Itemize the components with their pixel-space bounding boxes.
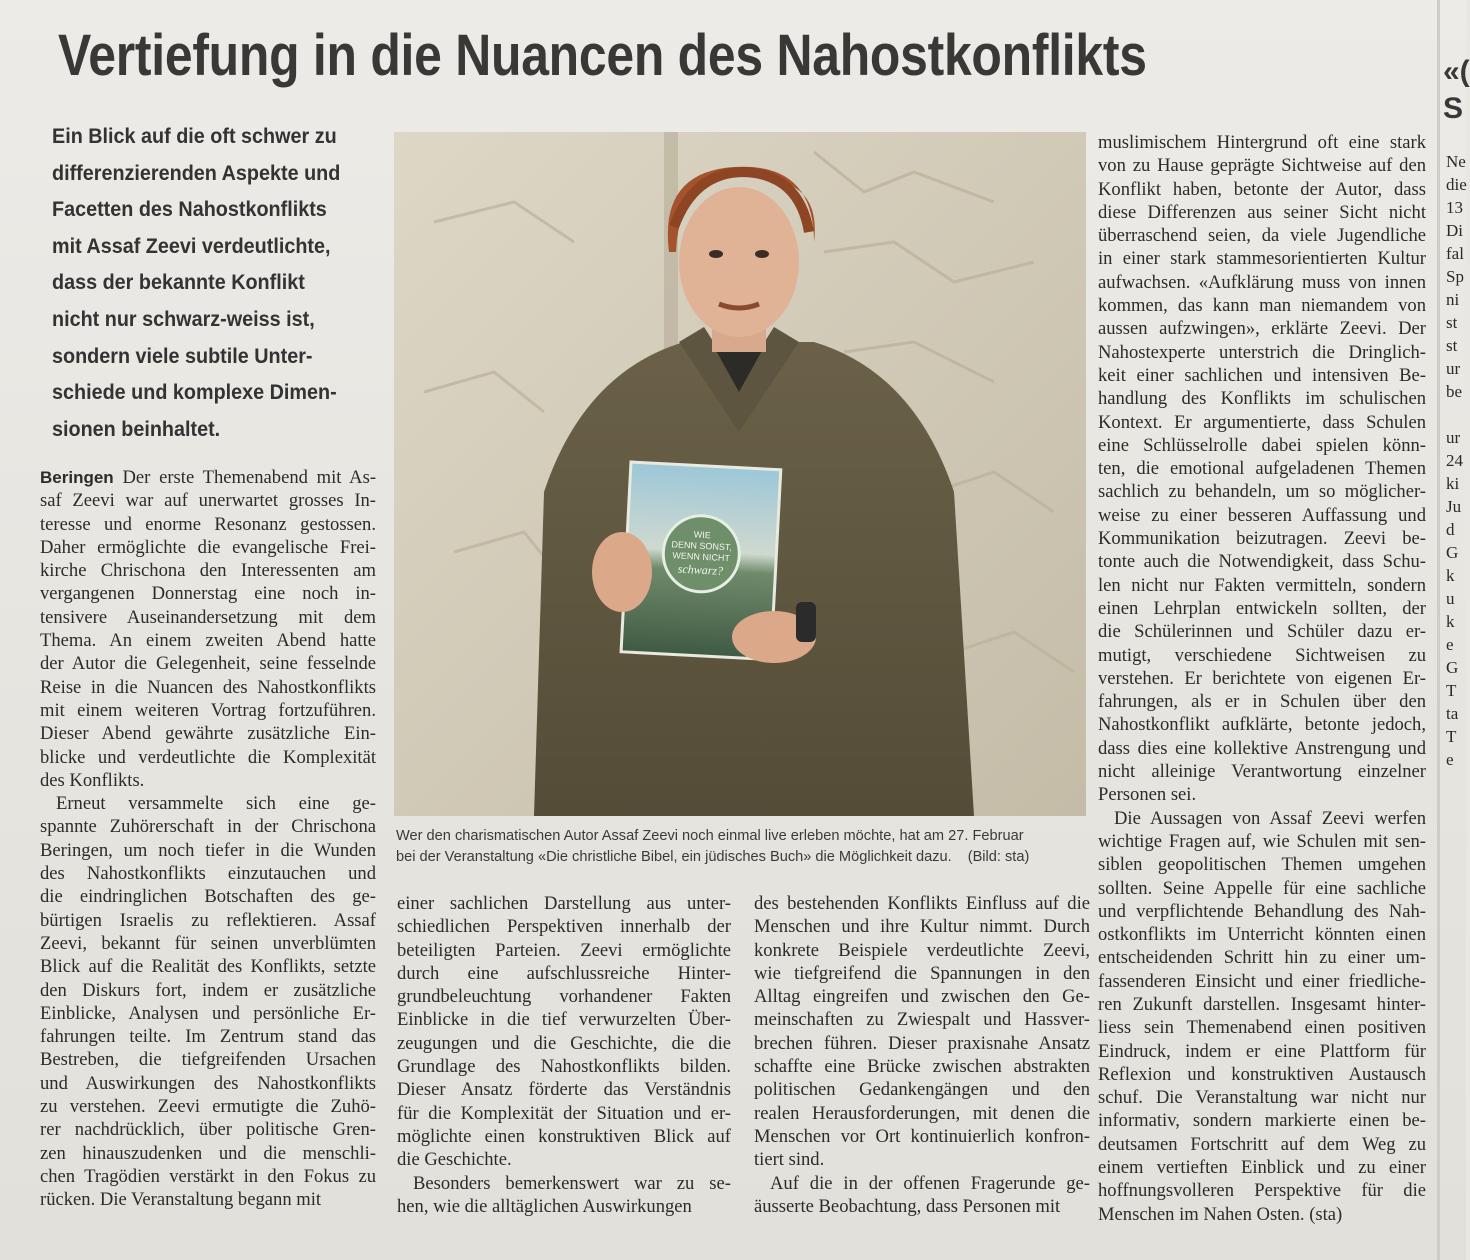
text-line: tensivere Auseinandersetzung mit dem [40,606,376,628]
text-line: schiedlichen Perspektiven innerhalb der [397,916,731,938]
text-line: beteiligten Parteien. Zeevi ermöglichte [397,939,731,961]
text-line: vergangenen Donnerstag eine noch in- [40,583,376,605]
edge-line: k [1446,566,1455,585]
text-line: Einblicke in die tief verwurzelten Über- [397,1009,731,1031]
edge-line: e [1446,750,1454,769]
text-line: rer nachdrücklich, über politische Gren- [40,1119,376,1141]
text-line: nicht alleinige Verantwortung einzelner [1098,761,1426,783]
edge-line: Ne [1446,152,1466,171]
lead-line: sondern viele subtile Unter- [52,343,313,368]
text-line: rücken. Die Veranstaltung begann mit [40,1189,322,1211]
text-line: ren Zukunft darstellen. Insgesamt hinter- [1098,993,1426,1015]
text-line: eine Schlüsselrolle dabei spielen könn- [1098,434,1426,456]
text-line: Grundlage des Nahostkonflikts bilden. [397,1056,731,1078]
text-line: schuf. Die Veranstaltung war nicht nur [1098,1087,1426,1109]
text-line: mit einem weiteren Vortrag fortzuführen. [40,699,376,721]
edge-line [1446,794,1466,817]
edge-line: T [1446,727,1457,746]
dateline: Beringen [40,468,123,487]
text-line: die Geschichte. [397,1149,512,1171]
lead-line: schiede und komplexe Dimen- [52,380,337,405]
lead-line: mit Assaf Zeevi verdeutlichte, [52,233,331,258]
text-line: Menschen vor Ort kontinuierlich konfron- [754,1125,1090,1147]
text-line: durch eine aufschlussreiche Hinter- [397,962,731,984]
edge-line: d [1446,520,1455,539]
text-line: Daher ermöglichte die evangelische Frei- [40,536,376,558]
text-line: Zeevi, bekannt für seinen unverblümten [40,932,376,954]
text-line: und verpflichtende Behandlung des Nah- [1098,900,1426,922]
text-line: bürtigen Israelis zu reflektieren. Assaf [40,909,376,931]
text-line: dass dies eine kollektive Anstrengung und [1098,737,1426,759]
adjacent-article-text [1446,150,1466,909]
edge-line: fal [1446,244,1464,263]
text-line: einer sachlichen Darstellung aus unter- [397,893,731,914]
text-line: muslimischem Hintergrund oft eine stark [1098,132,1426,153]
edge-line: G [1446,543,1459,562]
text-line: des Konflikts. [40,769,145,791]
text-line: blicke und verdeutlichte die Komplexität [40,746,376,768]
edge-line [1446,771,1466,794]
text-line: Alltag eingreifen und zwischen den Ge- [754,986,1090,1008]
text-line: diese Differenzen aus seiner Sicht nicht [1098,201,1426,223]
text-line: konkrete Beispiele verdeutlichte Zeevi, [754,939,1090,961]
text-line: überraschend seien, da viele Jugendliche [1098,225,1426,247]
text-line: zeugungen und die Geschichte, die die [397,1032,731,1054]
text-line: Personen sei. [1098,784,1197,806]
text-line: einem vertieften Einblick und zu einer [1098,1157,1426,1179]
text-line: Konflikt haben, betonte der Autor, dass [1098,178,1426,200]
text-line: hen, wie die alltäglichen Auswirkungen [397,1195,692,1217]
article-column-1 [40,466,376,1212]
edge-line: ni [1446,290,1460,309]
edge-line [1446,403,1466,426]
text-line: und Auswirkungen des Nahostkonflikts [40,1072,376,1094]
lead-line: dass der bekannte Konflikt [52,270,305,295]
text-line: sollten. Seine Appelle für eine sachliche [1098,877,1426,899]
text-line: Einblicke, Analysen und persönliche Er- [40,1002,376,1024]
text-line: spannte Zuhörerschaft in der Chrischona [40,816,376,838]
author-photo [394,132,1086,816]
text-line: fahrungen, als er in Schulen über den [1098,691,1426,713]
page-fold [1437,0,1440,1260]
lead-paragraph [52,118,365,447]
book-title-line: schwarz? [677,561,724,578]
text-line: aussen aufzwingen», erklärte Zeevi. Der [1098,318,1426,340]
text-line: Kommunikation beizutragen. Zeevi be- [1098,528,1426,550]
text-line: die Schülerinnen und Schüler dazu er- [1098,621,1426,643]
book-title-line: WIE [693,529,712,541]
text-line: kirche Chrischona den Interessenten am [40,560,376,582]
text-line: informativ, sondern markierte einen be- [1098,1110,1426,1132]
text-line: Nahostexperte unterstrich die Dringlich- [1098,341,1426,363]
book-title-line: DENN SONST, [671,539,733,553]
edge-line: u [1446,589,1455,608]
text-line: politischen Gedankengängen und den [754,1079,1090,1101]
edge-line: ta [1446,704,1459,723]
photo-caption [396,826,1086,868]
text-line: zen hinauszudenken und die menschli- [40,1142,376,1164]
text-line: Menschen und ihre Kultur nimmt. Durch [754,916,1090,938]
text-line: fassenderen Einsicht und einer friedliche- [1098,970,1426,992]
text-line: den Diskurs fort, indem er zusätzliche [40,979,376,1001]
edge-line [1446,886,1466,909]
text-line: von zu Hause geprägte Sichtweise auf den [1098,155,1426,177]
text-line: keit einer sachlichen und intensiven Be- [1098,364,1426,386]
text-line: ten, die emotional aufgeladenen Themen [1098,458,1426,480]
adjacent-headline-1: «( [1443,55,1470,88]
text-line: Eindruck, indem er eine Plattform für [1098,1040,1426,1062]
lead-line: Facetten des Nahostkonflikts [52,197,327,222]
text-line [40,466,376,489]
text-line: siblen geopolitischen Themen umgehen [1098,854,1426,876]
text-line: saf Zeevi war auf unerwartet grosses In- [40,490,376,512]
edge-line: 13 [1446,198,1463,217]
edge-line: k [1446,612,1455,631]
text-line: Reflexion und konstruktiven Austausch [1098,1063,1426,1085]
edge-line: e [1446,635,1454,654]
text-line: hoffnungsvolleren Perspektive für die [1098,1180,1426,1202]
edge-line [1446,817,1466,840]
text-line: Besonders bemerkenswert war zu se- [413,1172,731,1194]
lead-line: sionen beinhaltet. [52,416,221,441]
text-line: Dieser Abend gewährte zusätzliche Ein- [40,723,376,745]
text-line: teresse und enorme Resonanz gestossen. [40,513,376,535]
text-line: Dieser Ansatz förderte das Verständnis [397,1079,731,1101]
text-line: Erneut versammelte sich eine ge- [56,793,376,815]
article-column-4 [1098,131,1426,1226]
edge-line: st [1446,313,1458,332]
text-line: tiert sind. [754,1149,825,1171]
edge-line: 24 [1446,451,1463,470]
edge-line: ki [1446,474,1460,493]
text-line-rest: Der erste Themenabend mit As- [122,467,377,488]
article-column-2 [397,892,731,1218]
text-line: Reise in die Nuancen des Nahostkonflikts [40,676,376,698]
text-line: liess sein Themenabend einen positiven [1098,1017,1426,1039]
edge-line: G [1446,658,1459,677]
text-line: Blick auf die Realität des Konflikts, setzte [40,956,376,978]
book-title-line: WENN NICHT [672,550,731,564]
text-line: kommen, das kann man niemandem von [1098,295,1426,317]
text-line: Beringen, um noch tiefer in die Wunden [40,839,376,861]
text-line: realen Herausforderungen, mit denen die [754,1102,1090,1124]
text-line: weise zu einer besseren Auffassung und [1098,504,1426,526]
text-line: wichtige Fragen auf, wie Schulen mit sen- [1098,830,1426,852]
text-line: Menschen im Nahen Osten. (sta) [1098,1203,1343,1225]
edge-line: ur [1446,359,1461,378]
text-line: Die Aussagen von Assaf Zeevi werfen [1114,807,1426,829]
text-line: mutigt, verschiedene Sichtweisen zu [1098,644,1426,666]
text-line: Thema. An einem zweiten Abend hatte [40,630,376,652]
text-line: brechen führen. Dieser praxisnahe Ansatz [754,1032,1090,1054]
text-line: handlung des Konflikts im schulischen [1098,388,1426,410]
text-line: deutsamen Fortschritt auf dem Weg zu [1098,1133,1426,1155]
text-line: schaffte eine Brücke zwischen abstrakten [754,1056,1090,1078]
edge-line: be [1446,382,1463,401]
text-line: verstehen. Er berichtete von eigenen Er- [1098,667,1426,689]
text-line: Auf die in der offenen Fragerunde ge- [770,1172,1090,1194]
text-line: Nahostkonflikt aufklärte, betonte jedoch, [1098,714,1426,736]
photo-credit: (Bild: sta) [967,849,1030,865]
edge-line: Di [1446,221,1463,240]
edge-line: Sp [1446,267,1464,286]
text-line: einen Lehrplan entwickeln sollten, der [1098,597,1426,619]
caption-line-2: bei der Veranstaltung «Die christliche Bibel, ein jüdisches Buch» die Möglichkeit dazu. [396,849,952,865]
text-line: der Autor die Gelegenheit, seine fesselnde [40,653,376,675]
edge-line [1446,840,1466,863]
article-column-3 [754,892,1090,1218]
lead-line: nicht nur schwarz-weiss ist, [52,306,315,331]
edge-line: Ju [1446,497,1462,516]
caption-line-1: Wer den charismatischen Autor Assaf Zeevi noch einmal live erleben möchte, hat am 27. Februar [396,828,1024,844]
edge-line: die [1446,175,1467,194]
text-line: wie tiefgreifend die Spannungen in den [754,962,1090,984]
text-line: fahrungen teilte. Im Zentrum stand das [40,1026,376,1048]
text-line: zu verstehen. Zeevi ermutigte die Zuhö- [40,1096,376,1118]
text-line: len nicht nur Fakten vermitteln, sondern [1098,574,1426,596]
text-line: grundbeleuchtung vorhandener Fakten [397,986,731,1008]
text-line: möglichte einen konstruktiven Blick auf [397,1125,731,1147]
text-line: sachlich zu behandeln, um so möglicher- [1098,481,1426,503]
text-line: die eindringlichen Botschaften des ge- [40,886,376,908]
text-line: des Nahostkonflikts einzutauchen und [40,863,376,885]
text-line: entscheidenden Schritt hin zu einer um- [1098,947,1426,969]
text-line: chen Tragödien verstärkt in den Fokus zu [40,1165,376,1187]
text-line: äusserte Beobachtung, dass Personen mit [754,1195,1061,1217]
text-line: Kontext. Er argumentierte, dass Schulen [1098,411,1426,433]
edge-line: ur [1446,428,1461,447]
text-line: tonte auch die Notwendigkeit, dass Schu- [1098,551,1426,573]
lead-line: Ein Blick auf die oft schwer zu [52,124,337,148]
edge-line: T [1446,681,1457,700]
headline: Vertiefung in die Nuancen des Nahostkonflikts [58,23,1147,88]
text-line: aufwachsen. «Aufklärung muss von innen [1098,271,1426,293]
edge-line [1446,863,1466,886]
lead-line: differenzierenden Aspekte und [52,160,341,185]
photo-illustration [394,132,1086,816]
text-line: des bestehenden Konflikts Einfluss auf die [754,893,1090,914]
text-line: Bestreben, die tiefgreifenden Ursachen [40,1049,376,1071]
edge-line: st [1446,336,1458,355]
text-line: ostkonflikts im Unterricht könnten einen [1098,924,1426,946]
text-line: für die Komplexität der Situation und er- [397,1102,731,1124]
text-line: in einer stark stammesorientierten Kultur [1098,248,1426,270]
text-line: meinschaften zu Zwiespalt und Hassver- [754,1009,1090,1031]
adjacent-headline-2: S [1443,92,1464,125]
